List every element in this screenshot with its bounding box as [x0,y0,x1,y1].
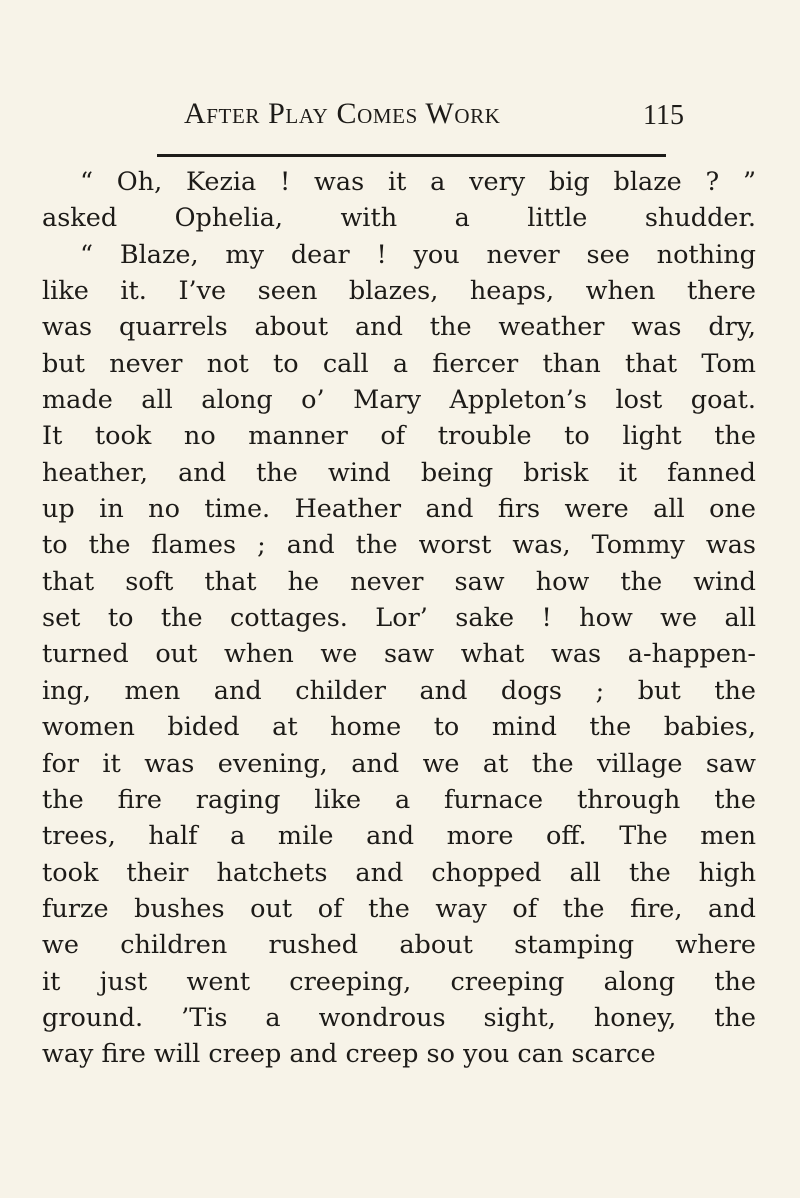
running-head [184,96,684,136]
text-line: trees, half a mile and more off. The men [42,821,756,852]
text-line: women bided at home to mind the babies, [42,712,756,743]
page-number: 115 [643,100,684,131]
text-line: “ Oh, Kezia ! was it a very big blaze ? ” [80,167,756,197]
text-line: that soft that he never saw how the wind [42,566,756,597]
text-line: was quarrels about and the weather was dry, [42,312,756,343]
text-line: set to the cottages. Lor’ sake ! how we all [42,603,756,634]
running-title: After Play Comes Work [184,97,501,130]
text-line: to the flames ; and the worst was, Tommy was [42,530,756,561]
text-line: way fire will creep and creep so you can scarce [42,1039,656,1070]
text-line: took their hatchets and chopped all the high [42,857,756,888]
text-line: the fire raging like a furnace through the [42,784,756,815]
text-line: ground. ’Tis a wondrous sight, honey, the [42,1002,756,1033]
text-line: It took no manner of trouble to light the [42,421,756,452]
text-line: “ Blaze, my dear ! you never see nothing [80,239,756,270]
text-line: heather, and the wind being brisk it fanned [42,457,756,488]
text-line: for it was evening, and we at the village saw [42,748,756,779]
text-line: but never not to call a fiercer than that Tom [42,348,756,379]
text-line: up in no time. Heather and firs were all one [42,494,756,525]
text-line: like it. I’ve seen blazes, heaps, when there [42,276,756,307]
text-line: ing, men and childer and dogs ; but the [42,675,756,706]
text-line: we children rushed about stamping where [42,930,756,961]
body-text [42,164,756,1073]
text-line: furze bushes out of the way of the fire, and [42,893,756,924]
text-line: made all along o’ Mary Appleton’s lost goat. [42,385,756,416]
text-line: asked Ophelia, with a little shudder. [42,203,756,234]
header-rule [157,154,666,157]
text-line: it just went creeping, creeping along the [42,966,756,997]
text-line: turned out when we saw what was a-happen- [42,639,756,670]
